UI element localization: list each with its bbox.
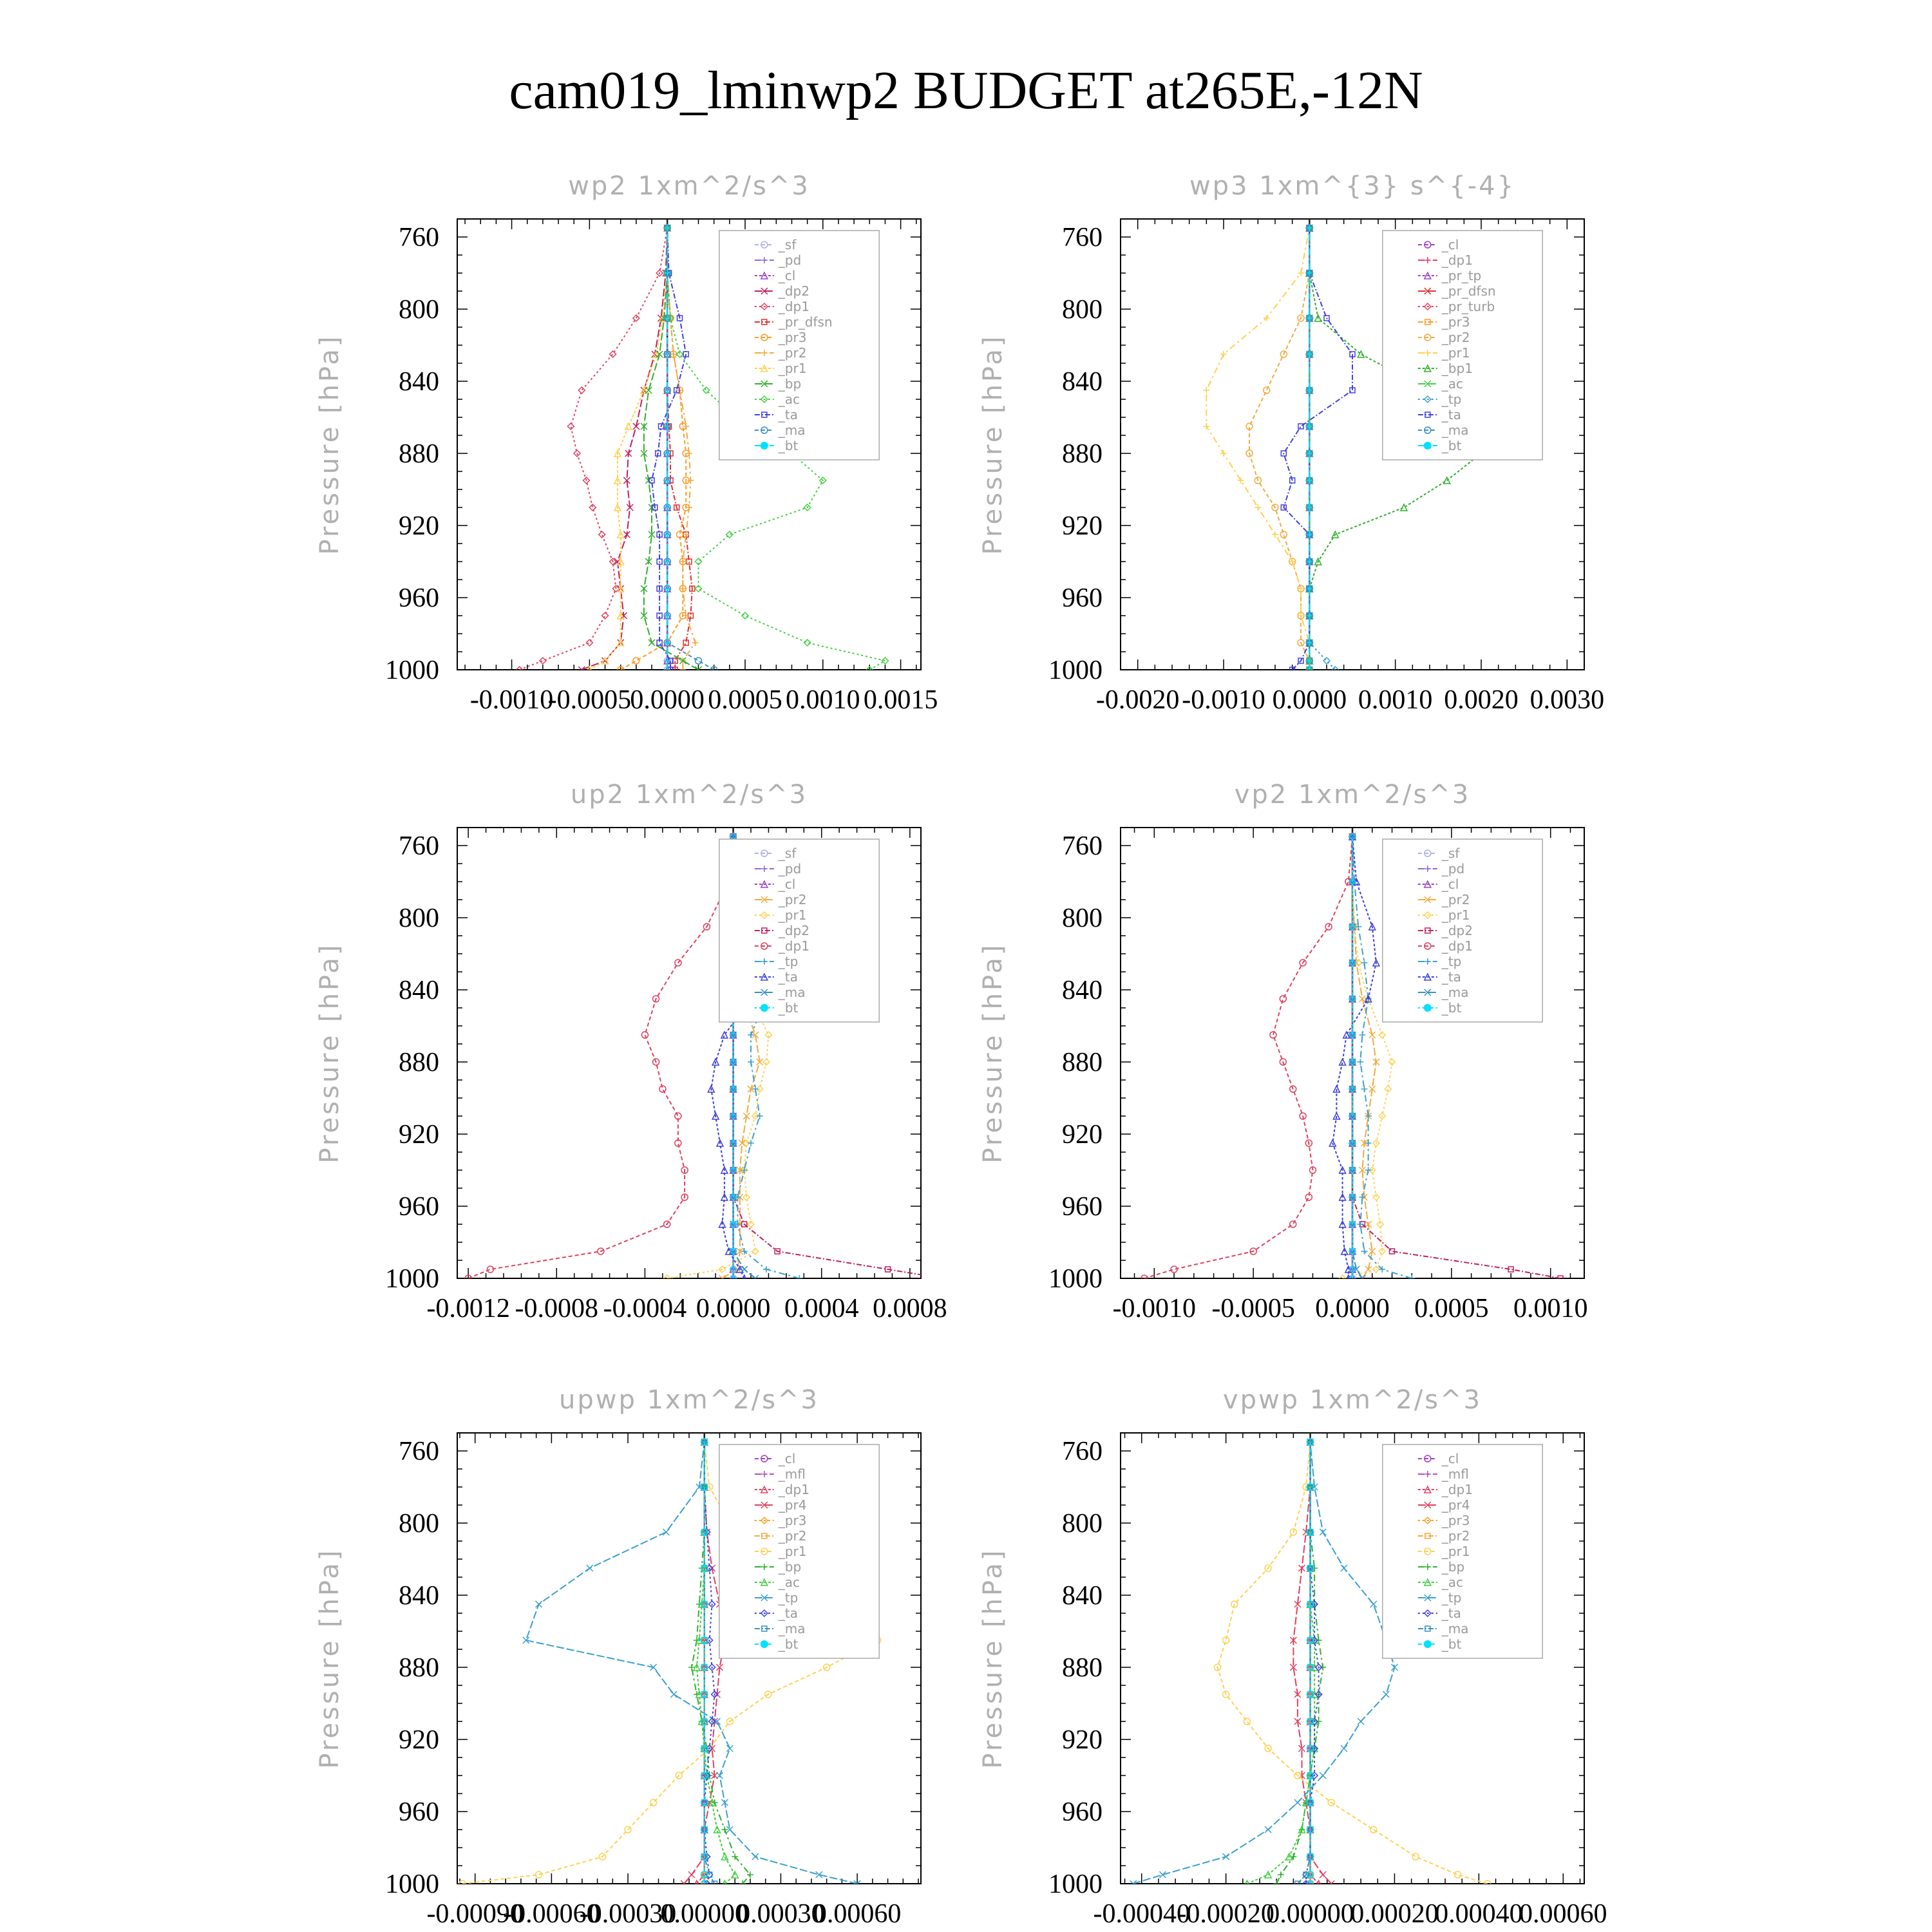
series-point-pr1 <box>1379 1248 1385 1255</box>
series-point-bp <box>1273 1880 1280 1887</box>
series-point-tp <box>1370 1601 1377 1607</box>
y-tick-label: 880 <box>399 1048 439 1077</box>
series-point-pr1 <box>1203 387 1209 393</box>
y-tick-label: 840 <box>1062 1581 1103 1611</box>
y-tick-label: 800 <box>1062 1509 1103 1539</box>
legend-entry: _bt <box>1441 1000 1462 1016</box>
series-point-tp <box>748 1140 754 1146</box>
series-point-pr3 <box>633 658 639 664</box>
series-point-pr1 <box>1220 450 1227 457</box>
y-tick-label: 760 <box>1062 223 1103 252</box>
series-line-ta <box>1283 228 1352 670</box>
legend-entry: _sf <box>778 237 797 252</box>
legend-entry: _sf <box>1441 846 1460 861</box>
y-tick-label: 800 <box>399 904 439 933</box>
series-point-tp <box>757 1113 763 1119</box>
series-point-dp1 <box>599 531 605 538</box>
series-point-pr1 <box>1412 1853 1419 1860</box>
series-point-pr2 <box>1264 387 1270 393</box>
legend-entry: _ac <box>778 1575 800 1590</box>
legend-entry: _pr2 <box>778 892 807 907</box>
y-axis-label: Pressure [hPa] <box>978 942 1008 1164</box>
legend-entry: _pr4 <box>1441 1497 1470 1513</box>
series-point-tp <box>1265 1826 1271 1833</box>
legend-entry: _pr3 <box>778 330 807 345</box>
x-tick-label: 0.0000 <box>1315 1294 1390 1323</box>
series-point-bp <box>645 387 652 393</box>
y-axis-label: Pressure [hPa] <box>978 334 1008 555</box>
series-point-pr1 <box>1298 270 1304 276</box>
legend-entry: _dp2 <box>1441 923 1473 938</box>
y-tick-label: 1000 <box>385 656 439 685</box>
y-tick-label: 1000 <box>385 1870 439 1899</box>
series-point-tp <box>663 1529 669 1535</box>
y-tick-label: 800 <box>1062 295 1103 325</box>
y-tick-label: 880 <box>399 1653 439 1683</box>
y-tick-label: 840 <box>1062 367 1103 397</box>
series-point-pr1 <box>1455 1871 1461 1878</box>
series-line-pr4 <box>1293 1442 1331 1884</box>
legend-entry: _bp <box>1441 1559 1465 1575</box>
legend-entry: _bp <box>778 376 802 392</box>
series-line-dp1 <box>468 837 734 1278</box>
series-point-bp <box>1320 1664 1326 1671</box>
legend-entry: _bp1 <box>1441 361 1473 376</box>
legend-entry: _ta <box>1441 407 1461 422</box>
x-tick-label: -0.00040 <box>1093 1899 1190 1929</box>
x-tick-label: 0.00000 <box>660 1899 748 1929</box>
x-tick-label: -0.00020 <box>1177 1899 1274 1929</box>
panel-title: vpwp 1xm^2/s^3 <box>1222 1385 1482 1415</box>
series-point-tp <box>1358 1718 1364 1725</box>
series-point-pr1 <box>1255 504 1261 511</box>
series-point-tp <box>1294 1799 1301 1806</box>
panel-title: wp3 1xm^{3} s^{-4} <box>1189 171 1516 201</box>
x-tick-label: -0.0008 <box>515 1294 599 1323</box>
legend-marker <box>761 1640 768 1648</box>
legend-entry: _dp2 <box>778 283 810 299</box>
legend-marker <box>761 1004 768 1012</box>
legend-entry: _pr1 <box>1441 1544 1470 1559</box>
series-point-pr1 <box>1244 1718 1250 1725</box>
panel-title: wp2 1xm^2/s^3 <box>568 171 810 201</box>
legend-entry: _ma <box>1441 1621 1469 1636</box>
y-tick-label: 760 <box>399 223 439 252</box>
legend-entry: _pr1 <box>1441 345 1470 361</box>
y-axis-label: Pressure [hPa] <box>315 334 345 555</box>
legend-entry: _ma <box>1441 422 1469 438</box>
y-tick-label: 800 <box>1062 904 1103 933</box>
legend-marker <box>1424 1004 1432 1012</box>
legend-entry: _bt <box>1441 438 1462 453</box>
legend-entry: _ac <box>778 392 800 407</box>
legend-entry: _tp <box>1441 392 1462 407</box>
y-tick-label: 960 <box>1062 1797 1103 1827</box>
series-point-tp <box>1357 1059 1363 1065</box>
series-point-tp <box>1341 1565 1347 1571</box>
x-tick-label: -0.0020 <box>1095 685 1180 715</box>
x-tick-label: 0.0020 <box>1444 685 1519 715</box>
series-point-tp <box>1408 1275 1415 1282</box>
series-point-pr1 <box>743 1194 750 1200</box>
series-line-dp1 <box>520 228 668 670</box>
chart-panel-2 <box>978 171 1604 715</box>
y-tick-label: 880 <box>1062 1653 1103 1683</box>
legend-entry: _ac <box>1441 376 1464 392</box>
y-tick-label: 920 <box>399 1725 439 1755</box>
series-point-tp <box>587 1565 593 1571</box>
legend-entry: _ma <box>778 1621 806 1636</box>
panel-title: up2 1xm^2/s^3 <box>570 780 808 810</box>
series-point-pr4 <box>688 1871 695 1878</box>
series-point-pr2 <box>679 667 686 673</box>
y-tick-label: 960 <box>399 1797 439 1827</box>
series-point-pr1 <box>625 423 632 430</box>
series-line-pr1 <box>589 228 667 670</box>
x-tick-label: 0.0000 <box>696 1294 771 1323</box>
y-tick-label: 880 <box>1062 439 1103 469</box>
series-line-pr2 <box>1352 837 1376 1278</box>
legend-entry: _cl <box>778 876 796 892</box>
legend-entry: _ta <box>1441 1605 1461 1621</box>
series-point-tp <box>716 1772 723 1779</box>
y-tick-label: 960 <box>1062 1192 1103 1222</box>
series-point-pr2 <box>686 504 692 511</box>
legend-entry: _ta <box>778 407 798 422</box>
series-point-ac <box>742 612 748 619</box>
legend-entry: _ma <box>778 422 806 438</box>
series-point-tp <box>1361 1086 1367 1092</box>
legend-entry: _pr2 <box>778 345 807 361</box>
legend-entry: _dp1 <box>1441 938 1473 954</box>
x-tick-label: 0.00020 <box>1350 1899 1439 1929</box>
series-point-tp <box>1359 1032 1365 1038</box>
legend-marker <box>1424 442 1432 450</box>
legend-entry: _pr3 <box>1441 1513 1470 1528</box>
y-tick-label: 760 <box>399 831 439 861</box>
legend-entry: _dp1 <box>778 938 810 954</box>
legend-entry: _mfl <box>778 1466 806 1482</box>
series-point-pr1 <box>650 1799 657 1806</box>
legend-marker <box>1424 1640 1432 1648</box>
x-tick-label: -0.0005 <box>547 685 632 715</box>
legend-entry: _pr4 <box>778 1497 807 1513</box>
chart-panel-3 <box>315 780 947 1323</box>
legend-entry: _pr1 <box>1441 907 1470 923</box>
x-tick-label: -0.0010 <box>1112 1294 1197 1323</box>
y-tick-label: 960 <box>399 1192 439 1222</box>
series-line-dp2 <box>582 228 667 670</box>
legend-entry: _bt <box>778 438 799 453</box>
legend-entry: _tp <box>1441 954 1462 969</box>
y-tick-label: 760 <box>1062 1437 1103 1466</box>
series-point-pr1 <box>1370 1826 1377 1833</box>
series-line-pr2 <box>1249 228 1309 670</box>
legend-entry: _pr2 <box>778 1528 807 1544</box>
series-line-bp <box>1276 1442 1323 1884</box>
series-point-pr1 <box>1238 477 1244 484</box>
legend-entry: _cl <box>1441 876 1459 892</box>
series-point-ma <box>741 1266 748 1273</box>
series-point-tp <box>1320 1772 1326 1779</box>
legend-entry: _ac <box>1441 1575 1464 1590</box>
x-tick-label: 0.0008 <box>873 1294 947 1323</box>
series-point-pr4 <box>1320 1871 1326 1878</box>
x-tick-label: 0.0010 <box>1513 1294 1588 1323</box>
legend-entry: _pd <box>1441 861 1465 876</box>
x-tick-label: 0.0010 <box>786 685 860 715</box>
y-tick-label: 920 <box>1062 511 1103 541</box>
legend-marker <box>761 442 768 450</box>
series-point-pr1 <box>1377 1221 1383 1227</box>
y-tick-label: 840 <box>399 976 439 1005</box>
legend-entry: _pr_turb <box>1441 299 1495 314</box>
legend-entry: _ma <box>1441 985 1469 1000</box>
legend-entry: _cl <box>778 1451 796 1466</box>
x-tick-label: -0.00030 <box>579 1899 677 1929</box>
legend-entry: _dp1 <box>778 1482 810 1497</box>
page-title: cam019_lminwp2 BUDGET at265E,-12N <box>509 61 1423 120</box>
chart-panel-1 <box>315 171 938 715</box>
x-tick-label: 0.00060 <box>1519 1899 1607 1929</box>
series-point-tp <box>670 1691 677 1698</box>
series-point-tp <box>1361 1248 1367 1255</box>
series-point-pr1 <box>1203 423 1209 430</box>
series-point-bp <box>1278 1871 1284 1878</box>
y-tick-label: 1000 <box>1048 1264 1103 1294</box>
series-point-pr1 <box>1379 1032 1385 1038</box>
series-point-pr1 <box>1272 531 1278 538</box>
legend-entry: _pd <box>778 252 802 268</box>
x-tick-label: 0.0015 <box>863 685 938 715</box>
series-point-dp1 <box>578 387 585 393</box>
series-point-tp <box>763 1266 770 1273</box>
legend-entry: _cl <box>778 268 796 283</box>
series-line-pr1 <box>1206 228 1309 670</box>
x-tick-label: 0.0010 <box>1358 685 1433 715</box>
y-tick-label: 760 <box>1062 831 1103 861</box>
y-tick-label: 840 <box>399 1581 439 1611</box>
legend-entry: _pr2 <box>1441 330 1470 345</box>
chart-panel-6 <box>978 1385 1607 1929</box>
series-point-ma <box>695 658 701 664</box>
y-tick-label: 760 <box>399 1437 439 1466</box>
legend-entry: _bt <box>1441 1636 1462 1652</box>
y-tick-label: 880 <box>399 439 439 469</box>
y-tick-label: 1000 <box>1048 656 1103 685</box>
legend-entry: _bp <box>778 1559 802 1575</box>
series-point-pr2 <box>1280 531 1287 538</box>
y-tick-label: 960 <box>399 583 439 613</box>
x-tick-label: 0.0030 <box>1530 685 1605 715</box>
x-tick-label: -0.0004 <box>603 1294 687 1323</box>
y-axis-label: Pressure [hPa] <box>978 1548 1008 1769</box>
legend-entry: _tp <box>778 1590 799 1605</box>
x-tick-label: -0.00060 <box>503 1899 600 1929</box>
legend-entry: _ta <box>1441 969 1461 985</box>
x-tick-label: 0.00030 <box>737 1899 825 1929</box>
series-point-tp <box>1383 1691 1389 1698</box>
series-point-ac <box>882 658 888 664</box>
legend-entry: _sf <box>778 846 797 861</box>
series-point-dp2 <box>940 1276 945 1281</box>
legend-entry: _pr_dfsn <box>1441 283 1496 299</box>
series-line-dp1 <box>697 1442 705 1884</box>
legend-entry: _ma <box>778 985 806 1000</box>
x-tick-label: 0.0005 <box>1414 1294 1489 1323</box>
y-axis-label: Pressure [hPa] <box>315 1548 345 1769</box>
y-tick-label: 840 <box>1062 976 1103 1005</box>
y-tick-label: 840 <box>399 367 439 397</box>
series-point-tp <box>796 1275 802 1282</box>
x-tick-label: 0.0004 <box>784 1294 859 1323</box>
chart-panel-4 <box>978 780 1587 1323</box>
series-point-dp1 <box>540 658 546 664</box>
series-point-pr1 <box>1385 1086 1391 1092</box>
x-tick-label: -0.0005 <box>1211 1294 1295 1323</box>
y-tick-label: 960 <box>1062 583 1103 613</box>
legend-entry: _pr1 <box>778 1544 807 1559</box>
x-tick-label: 0.00040 <box>1435 1899 1523 1929</box>
legend-entry: _ta <box>778 969 798 985</box>
x-tick-label: 0.0005 <box>708 685 782 715</box>
chart-panel-5 <box>315 1385 921 1929</box>
series-point-dp1 <box>641 1032 648 1038</box>
y-tick-label: 800 <box>399 295 439 325</box>
x-tick-label: 0.00000 <box>1266 1899 1354 1929</box>
series-point-ac <box>721 1853 728 1860</box>
y-tick-label: 920 <box>399 1120 439 1150</box>
series-line-bp <box>644 228 699 670</box>
y-tick-label: 880 <box>1062 1048 1103 1077</box>
legend-entry: _pr3 <box>778 1513 807 1528</box>
series-point-tp <box>1365 1167 1372 1173</box>
series-point-pr2 <box>686 450 692 457</box>
series-line-dp1 <box>1144 837 1352 1278</box>
y-tick-label: 920 <box>1062 1120 1103 1150</box>
x-tick-label: -0.0010 <box>1182 685 1265 715</box>
y-tick-label: 800 <box>399 1509 439 1539</box>
legend-entry: _tp <box>1441 1590 1462 1605</box>
panel-title: vp2 1xm^2/s^3 <box>1234 780 1471 810</box>
legend-entry: _tp <box>778 954 799 969</box>
x-tick-label: -0.0012 <box>426 1294 510 1323</box>
x-tick-label: 0.0000 <box>630 685 705 715</box>
series-line-ac <box>1247 1442 1314 1884</box>
y-tick-label: 920 <box>1062 1725 1103 1755</box>
panel-title: upwp 1xm^2/s^3 <box>559 1385 819 1415</box>
legend-entry: _pr_dfsn <box>778 314 833 330</box>
series-point-tp <box>1341 1745 1347 1752</box>
legend-entry: _cl <box>1441 237 1459 252</box>
legend-entry: _bt <box>778 1000 799 1016</box>
legend-entry: _pr3 <box>1441 314 1470 330</box>
legend-entry: _bt <box>778 1636 799 1652</box>
y-tick-label: 920 <box>399 511 439 541</box>
x-tick-label: -0.00090 <box>426 1899 524 1929</box>
legend-entry: _pr1 <box>778 907 807 923</box>
legend-entry: _dp2 <box>778 923 810 938</box>
legend-entry: _dp1 <box>1441 1482 1473 1497</box>
series-point-bp1 <box>1401 504 1407 511</box>
series-line-pr3 <box>621 228 686 670</box>
legend-entry: _pr2 <box>1441 892 1470 907</box>
legend-entry: _cl <box>1441 1451 1459 1466</box>
x-tick-label: 0.0000 <box>1272 685 1347 715</box>
y-tick-label: 1000 <box>1048 1870 1103 1899</box>
series-point-dp1 <box>602 612 609 619</box>
series-point-tp <box>748 1059 754 1065</box>
x-tick-label: -0.0010 <box>469 685 554 715</box>
legend-entry: _mfl <box>1441 1466 1469 1482</box>
x-tick-label: 0.00060 <box>813 1899 902 1929</box>
legend-entry: _pd <box>778 861 802 876</box>
legend-entry: _pr_tp <box>1441 268 1482 283</box>
series-point-dp1 <box>610 351 616 357</box>
series-point-tp <box>1361 960 1367 966</box>
series-point-dp1 <box>586 639 592 646</box>
legend-entry: _dp1 <box>778 299 810 314</box>
legend-entry: _dp1 <box>1441 252 1473 268</box>
series-point-tp <box>536 1601 542 1607</box>
series-point-pr2 <box>692 639 699 646</box>
series-point-tp <box>726 1745 733 1752</box>
series-point-dp1 <box>1290 1221 1296 1227</box>
y-axis-label: Pressure [hPa] <box>315 942 345 1164</box>
legend-entry: _pr2 <box>1441 1528 1470 1544</box>
legend-entry: _ta <box>778 1605 798 1621</box>
y-tick-label: 1000 <box>385 1264 439 1294</box>
legend-entry: _pr1 <box>778 361 807 376</box>
series-point-pr1 <box>1220 351 1227 357</box>
